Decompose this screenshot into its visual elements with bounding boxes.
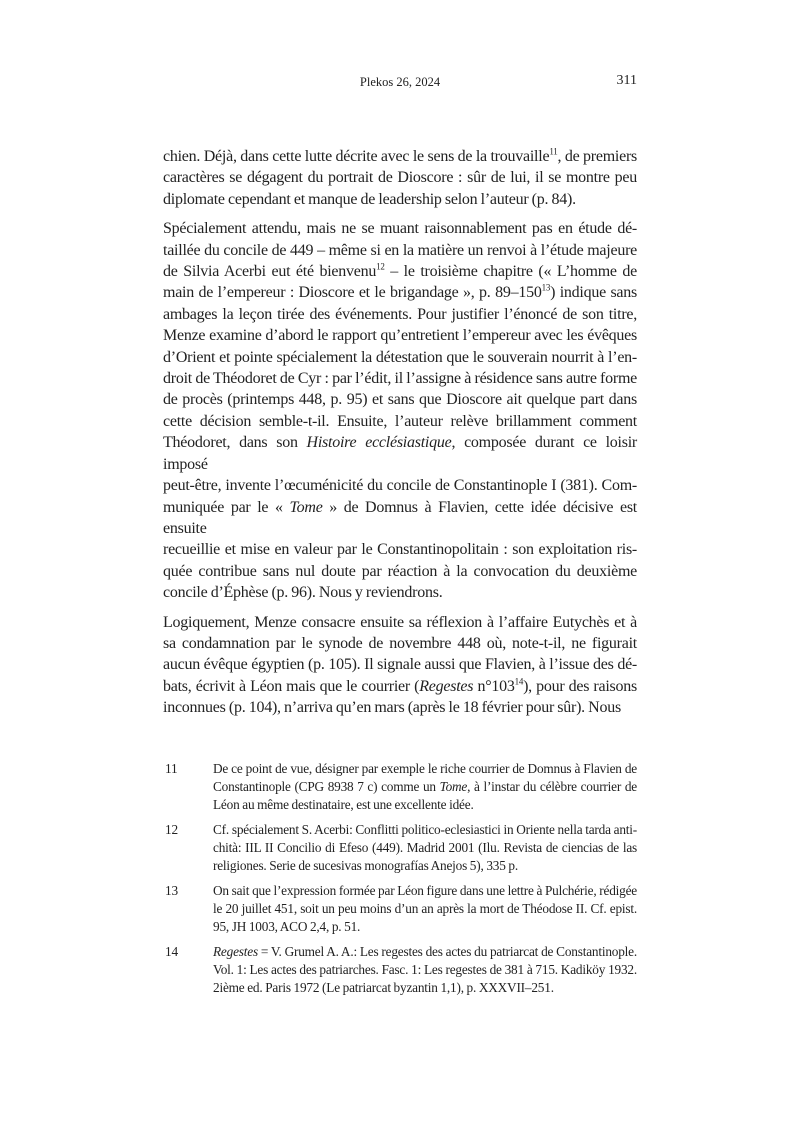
text-segment: taillée du concile de 449 – même si en la matière un renvoi à l’étude majeure xyxy=(163,241,637,259)
text-segment: 2ième ed. Paris 1972 (Le patriarcat byzantin 1,1), p. XXXVII–251. xyxy=(213,979,554,995)
footnote-11 xyxy=(163,760,637,814)
text-line xyxy=(163,612,637,633)
text-segment: n°103 xyxy=(473,677,515,695)
text-line xyxy=(163,475,637,496)
text-segment: de procès (printemps 448, p. 95) et sans que Dioscore ait quelque part dans xyxy=(163,391,637,409)
text-segment: de Silvia Acerbi eut été bienvenu xyxy=(163,263,377,281)
text-line xyxy=(163,697,637,718)
footnote-13 xyxy=(163,882,637,936)
text-segment: Logiquement, Menze consacre ensuite sa réflexion à l’affaire Eutychès et à xyxy=(163,613,637,631)
text-line xyxy=(213,943,637,961)
footnote-number: 13 xyxy=(165,882,178,898)
text-line xyxy=(163,497,637,540)
text-segment: quée contribue sans nul doute par réaction à la convocation du deuxième xyxy=(163,562,637,580)
text-line xyxy=(213,778,637,796)
text-line xyxy=(163,368,637,389)
running-header xyxy=(163,73,637,93)
text-line xyxy=(213,796,637,814)
text-line xyxy=(163,167,637,188)
text-segment: droit de Théodoret de Cyr : par l’édit, il l’assigne à résidence sans autre forme xyxy=(163,370,637,388)
footnote-reference[interactable]: 14 xyxy=(514,676,524,687)
text-segment: , à l’instar du célèbre courrier de xyxy=(467,778,637,794)
text-line xyxy=(163,676,637,697)
text-segment: le 20 juillet 451, soit un peu moins d’un an après la mort de Théodose II. Cf. epist. xyxy=(213,900,637,916)
text-segment: cette décision semble-t-il. Ensuite, l’auteur relève brillamment comment xyxy=(163,412,637,430)
text-segment: Constantinople (CPG 8938 7 c) comme un xyxy=(213,778,440,794)
text-line xyxy=(213,857,637,875)
text-segment: 95, JH 1003, ACO 2,4, p. 51. xyxy=(213,918,361,934)
text-segment: peut-être, invente l’œcuménicité du concile de Constantinople I (381). Com- xyxy=(163,477,637,495)
footnote-reference[interactable]: 13 xyxy=(541,283,551,294)
footnote-text xyxy=(213,882,637,936)
text-segment: Théodoret, dans son xyxy=(163,434,307,452)
text-segment: concile d’Éphèse (p. 96). Nous y reviendrons. xyxy=(163,584,443,602)
text-segment: On sait que l’expression formée par Léon figure dans une lettre à Pulchérie, rédigée xyxy=(213,882,637,898)
text-line xyxy=(213,839,637,857)
text-segment: Léon au même destinataire, est une excellente idée. xyxy=(213,796,474,812)
text-line xyxy=(163,582,637,603)
text-segment: – le troisième chapitre (« L’homme de xyxy=(384,263,637,281)
text-line xyxy=(163,561,637,582)
italic-text: Tome xyxy=(439,778,468,794)
text-segment: sa condamnation par le synode de novembre 448 où, note-t-il, ne figurait xyxy=(163,634,637,652)
footnote-reference[interactable]: 11 xyxy=(549,146,558,157)
footnote-14 xyxy=(163,943,637,997)
body-paragraph-1 xyxy=(163,146,637,210)
footnote-12 xyxy=(163,821,637,875)
footnote-reference[interactable]: 12 xyxy=(376,261,385,272)
text-segment: = V. Grumel A. A.: Les regestes des actes du patriarcat de Constantinople. xyxy=(257,943,637,959)
footnote-text xyxy=(213,760,637,814)
italic-text: Regestes xyxy=(213,943,258,959)
text-line xyxy=(163,304,637,325)
text-segment: , composée durant ce loisir imposé xyxy=(163,434,637,473)
italic-text: Histoire ecclésiastique xyxy=(306,434,452,452)
page-number: 311 xyxy=(616,73,637,88)
footnote-number: 12 xyxy=(165,821,178,837)
text-segment: caractères se dégagent du portrait de Dioscore : sûr de lui, il se montre peu xyxy=(163,169,637,187)
journal-title: Plekos 26, 2024 xyxy=(359,75,441,89)
text-line xyxy=(163,240,637,261)
footnote-text xyxy=(213,943,637,997)
text-line xyxy=(163,282,637,303)
italic-text: Regestes xyxy=(419,677,474,695)
text-line xyxy=(163,432,637,475)
text-line xyxy=(213,979,637,997)
text-line xyxy=(163,654,637,675)
text-segment: diplomate cependant et manque de leadership selon l’auteur (p. 84). xyxy=(163,190,576,208)
text-line xyxy=(213,900,637,918)
text-segment: religiones. Serie de sucesivas monografías Anejos 5), 335 p. xyxy=(213,857,518,873)
text-segment: bats, écrivit à Léon mais que le courrier ( xyxy=(163,677,420,695)
footnotes xyxy=(163,760,637,997)
text-line xyxy=(163,189,637,210)
text-line xyxy=(163,218,637,239)
text-segment: Menze examine d’abord le rapport qu’entretient l’empereur avec les évêques xyxy=(163,327,637,345)
text-line xyxy=(163,347,637,368)
text-line xyxy=(163,261,637,282)
footnote-number: 11 xyxy=(165,760,178,776)
body-paragraph-3 xyxy=(163,612,637,719)
text-line xyxy=(213,961,637,979)
text-line xyxy=(163,411,637,432)
text-line xyxy=(213,821,637,839)
text-line xyxy=(213,760,637,778)
text-segment: ), pour des raisons xyxy=(523,677,637,695)
text-segment: » de Domnus à Flavien, cette idée décisive est ensuite xyxy=(163,498,637,537)
text-line xyxy=(163,539,637,560)
text-segment: Spécialement attendu, mais ne se muant raisonnablement pas en étude dé- xyxy=(163,220,637,238)
text-segment: d’Orient et pointe spécialement la détestation que le souverain nourrit à l’en- xyxy=(163,348,637,366)
text-segment: ambages la leçon tirée des événements. Pour justifier l’énoncé de son titre, xyxy=(163,305,637,323)
text-line xyxy=(163,389,637,410)
text-line xyxy=(213,918,637,936)
text-segment: inconnues (p. 104), n’arriva qu’en mars (après le 18 février pour sûr). Nous xyxy=(163,699,621,717)
text-segment: muniquée par le « xyxy=(163,498,290,516)
text-line xyxy=(163,325,637,346)
body-paragraph-2 xyxy=(163,218,637,603)
text-segment: , de premiers xyxy=(557,148,638,165)
text-segment: ) indique sans xyxy=(550,284,638,302)
text-line xyxy=(163,146,637,167)
text-segment: recueillie et mise en valeur par le Constantinopolitain : son exploitation ris- xyxy=(163,541,637,559)
text-line xyxy=(163,633,637,654)
text-segment: De ce point de vue, désigner par exemple le riche courrier de Domnus à Flavien de xyxy=(213,760,637,776)
footnote-number: 14 xyxy=(165,943,178,959)
text-segment: Vol. 1: Les actes des patriarches. Fasc. 1: Les regestes de 381 à 715. Kadiköy 1932. xyxy=(213,961,637,977)
text-segment: aucun évêque égyptien (p. 105). Il signale aussi que Flavien, à l’issue des dé- xyxy=(163,656,637,674)
text-line xyxy=(213,882,637,900)
footnote-text xyxy=(213,821,637,875)
text-segment: Cf. spécialement S. Acerbi: Conflitti politico-eclesiastici in Oriente nella tarda anti- xyxy=(213,821,637,837)
text-segment: chità: IIL II Concilio di Efeso (449). Madrid 2001 (Ilu. Revista de ciencias de las xyxy=(213,839,637,855)
italic-text: Tome xyxy=(289,498,323,516)
text-segment: chien. Déjà, dans cette lutte décrite avec le sens de la trouvaille xyxy=(163,148,550,165)
text-segment: main de l’empereur : Dioscore et le brigandage », p. 89–150 xyxy=(163,284,542,302)
